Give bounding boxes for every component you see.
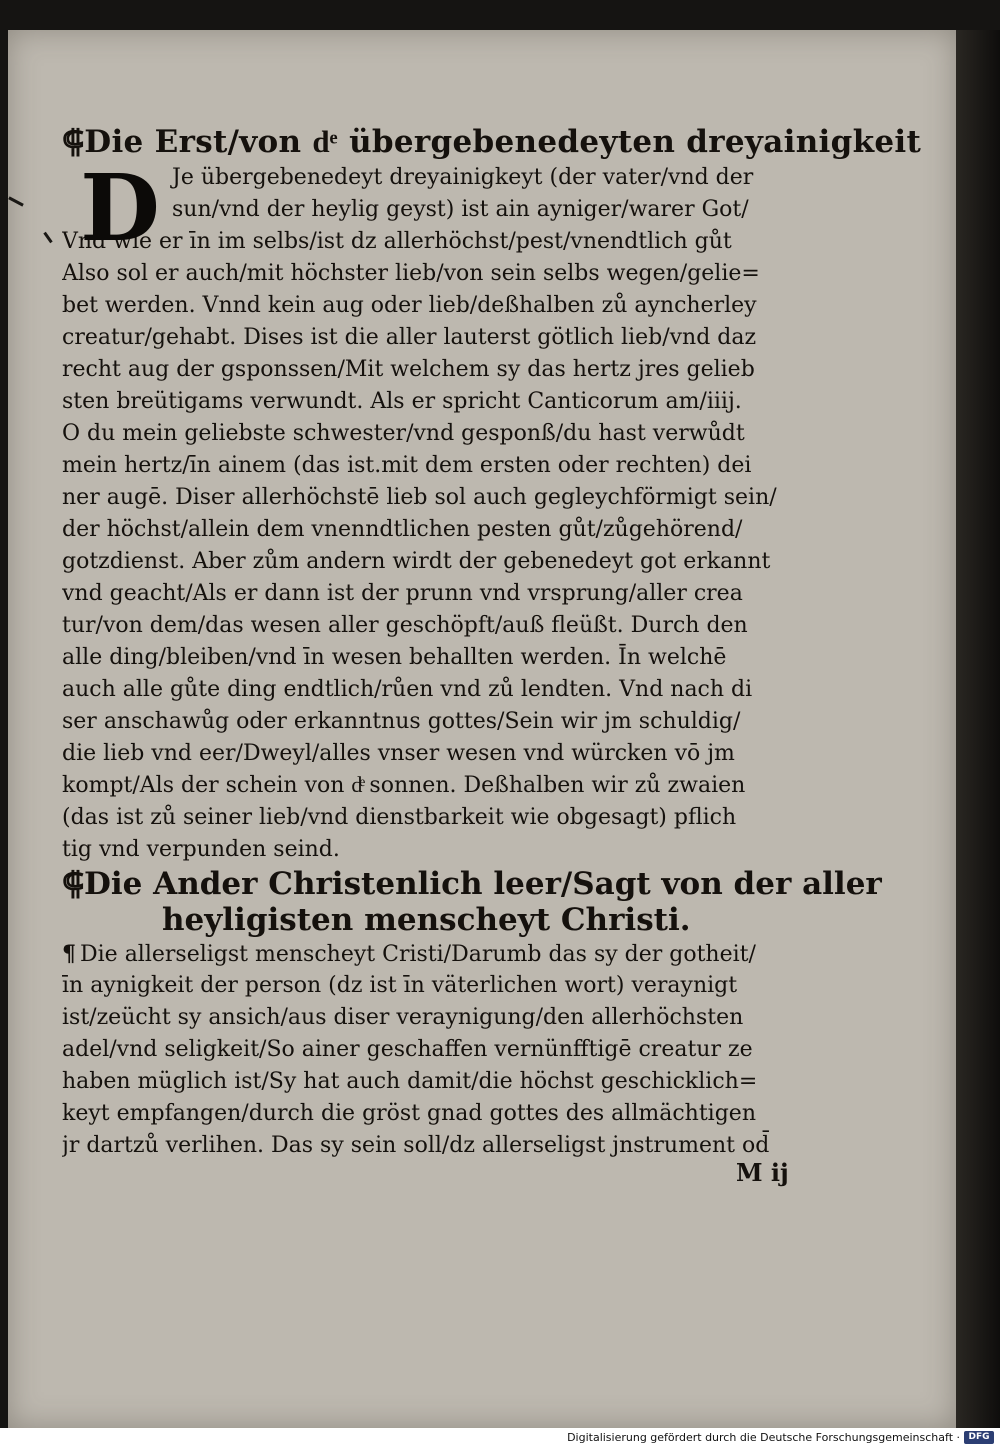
text-line: ser anschawůg oder erkanntnus gottes/Sein wir jm schuldig/ xyxy=(62,709,741,734)
text-line: ner augē. Diser allerhöchstē lieb sol auch gegleychförmigt sein/ xyxy=(62,485,777,510)
text-line: adel/vnd seligkeit/So ainer geschaffen vernünfftigē creatur ze xyxy=(62,1037,753,1062)
text-line: īn aynigkeit der person (dz ist īn väterlichen wort) veraynigt xyxy=(62,973,738,998)
text-line-content: Die allerseligst menscheyt Cristi/Darumb das sy der gotheit/ xyxy=(80,942,756,967)
text-line: gotzdienst. Aber zům andern wirdt der gebenedeyt got erkannt xyxy=(62,549,771,574)
text-line: tur/von dem/das wesen aller geschöpft/auß fleüßt. Durch den xyxy=(62,613,748,638)
text-line xyxy=(62,938,852,970)
text-line: auch alle gůte ding endtlich/růen vnd zů lendten. Vnd nach di xyxy=(62,677,753,702)
text-block xyxy=(62,122,922,1162)
chapter-heading-2-continued: heyligisten menscheyt Christi. xyxy=(162,902,691,938)
dfg-logo: DFG xyxy=(964,1431,994,1444)
text-line: kompt/Als der schein von dͤ sonnen. Deßhalben wir zů zwaien xyxy=(62,773,746,798)
pilcrow-mark: ¶ xyxy=(62,941,76,967)
text-line: ist/zeücht sy ansich/aus diser veraynigung/den allerhöchsten xyxy=(62,1005,744,1030)
chapter-heading-1: ⸿Die Erst/von dͤ übergebenedeyten dreyainigkeit xyxy=(62,124,922,160)
text-line: die lieb vnd eer/Dweyl/alles vnser wesen vnd würcken vō jm xyxy=(62,741,735,766)
body-paragraph-2 xyxy=(62,938,852,1162)
text-line: O du mein geliebste schwester/vnd gesponß/du hast verwůdt xyxy=(62,421,745,446)
chapter-heading-2: ⸿Die Ander Christenlich leer/Sagt von der aller xyxy=(62,866,882,902)
signature-mark: M ij xyxy=(736,1158,789,1187)
text-line: der höchst/allein dem vnenndtlichen pesten gůt/zůgehörend/ xyxy=(62,517,743,542)
text-line: Je übergebenedeyt dreyainigkeyt (der vater/vnd der xyxy=(172,165,754,190)
text-line: haben müglich ist/Sy hat auch damit/die höchst geschicklich= xyxy=(62,1069,758,1094)
drop-cap: D xyxy=(80,154,160,262)
text-line: recht aug der gsponssen/Mit welchem sy das hertz jres gelieb xyxy=(62,357,755,382)
footer-credit: Digitalisierung gefördert durch die Deutsche Forschungsgemeinschaft · xyxy=(567,1431,960,1444)
text-line: (das ist zů seiner lieb/vnd dienstbarkeit wie obgesagt) pflich xyxy=(62,805,737,830)
text-line: bet werden. Vnnd kein aug oder lieb/deßhalben zů ayncherley xyxy=(62,293,757,318)
text-line: Also sol er auch/mit höchster lieb/von sein selbs wegen/gelie= xyxy=(62,261,760,286)
text-line: vnd geacht/Als er dann ist der prunn vnd vrsprung/aller crea xyxy=(62,581,743,606)
text-line: jr dartzů verlihen. Das sy sein soll/dz allerseligst jnstrument od̄ xyxy=(62,1133,770,1158)
text-line: sun/vnd der heylig geyst) ist ain ayniger/warer Got/ xyxy=(172,197,749,222)
text-line: Vnd wie er īn im selbs/ist dz allerhöchst/pest/vnendtlich gůt xyxy=(62,229,732,254)
text-line: alle ding/bleiben/vnd īn wesen behallten werden. Īn welchē xyxy=(62,645,727,670)
text-line: keyt empfangen/durch die gröst gnad gottes des allmächtigen xyxy=(62,1101,756,1126)
text-line: creatur/gehabt. Dises ist die aller lauterst götlich lieb/vnd daz xyxy=(62,325,757,350)
page-edge-shadow xyxy=(956,30,1000,1428)
text-line: tig vnd verpunden seind. xyxy=(62,837,340,862)
footer-bar xyxy=(0,1428,1000,1447)
body-paragraph-1 xyxy=(62,154,852,866)
text-line: mein hertz/īn ainem (das ist.mit dem ersten oder rechten) dei xyxy=(62,453,752,478)
text-line: sten breütigams verwundt. Als er spricht Canticorum am/iiij. xyxy=(62,389,742,414)
